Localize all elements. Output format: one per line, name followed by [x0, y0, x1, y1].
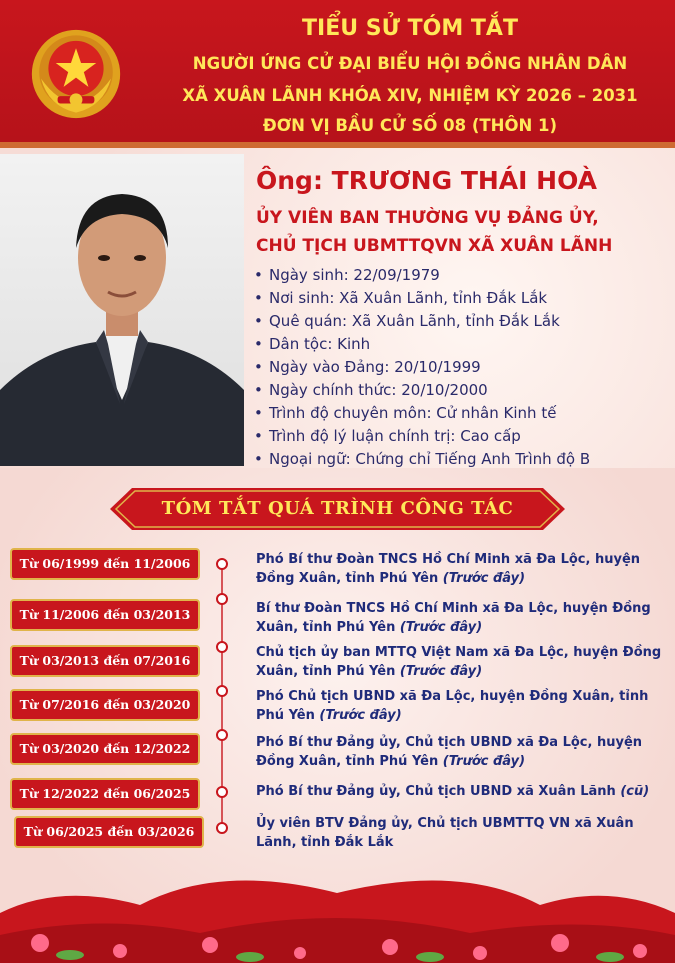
- document-subtitle-2: XÃ XUÂN LÃNH KHÓA XIV, NHIỆM KỲ 2026 – 2031: [182, 86, 638, 105]
- candidate-name: Ông: TRƯƠNG THÁI HOÀ: [256, 166, 598, 195]
- candidate-portrait: [0, 154, 244, 466]
- fact-item: • Dân tộc: Kinh: [254, 333, 590, 356]
- position-text: Phó Bí thư Đảng ủy, Chủ tịch UBND xã Đa Lộc, huyện Đồng Xuân, tỉnh Phú Yên (Trước đây): [256, 735, 643, 769]
- fact-item: • Ngày vào Đảng: 20/10/1999: [254, 356, 590, 379]
- fact-item: • Trình độ chuyên môn: Cử nhân Kinh tế: [254, 402, 590, 425]
- position-text: Phó Bí thư Đoàn TNCS Hồ Chí Minh xã Đa Lộc, huyện Đồng Xuân, tỉnh Phú Yên (Trước đây): [256, 552, 641, 586]
- decorative-flowers: [0, 843, 675, 963]
- period-badge: Từ 12/2022 đến 06/2025: [10, 778, 200, 810]
- period-badge: Từ 06/2025 đến 03/2026: [14, 816, 204, 848]
- national-emblem-icon: [30, 28, 122, 120]
- position-text: Phó Bí thư Đảng ủy, Chủ tịch UBND xã Xuân Lãnh (cũ): [256, 784, 650, 799]
- document-subtitle-3: ĐƠN VỊ BẦU CỬ SỐ 08 (THÔN 1): [262, 116, 558, 135]
- timeline-dot: [216, 685, 228, 697]
- period-badge: Từ 07/2016 đến 03/2020: [10, 689, 200, 721]
- period-badge: Từ 03/2013 đến 07/2016: [10, 645, 200, 677]
- timeline-dot: [216, 786, 228, 798]
- document-title: TIỂU SỬ TÓM TẮT: [302, 16, 518, 41]
- header-banner: [0, 0, 675, 148]
- position-text: Ủy viên BTV Đảng ủy, Chủ tịch UBMTTQ VN xã Xuân Lãnh, tỉnh Đắk Lắk: [256, 816, 634, 850]
- period-badge: Từ 11/2006 đến 03/2013: [10, 599, 200, 631]
- fact-item: • Quê quán: Xã Xuân Lãnh, tỉnh Đắk Lắk: [254, 310, 590, 333]
- period-badge: Từ 06/1999 đến 11/2006: [10, 548, 200, 580]
- fact-item: • Trình độ lý luận chính trị: Cao cấp: [254, 425, 590, 448]
- career-section: [0, 468, 675, 963]
- fact-item: • Nơi sinh: Xã Xuân Lãnh, tỉnh Đắk Lắk: [254, 287, 590, 310]
- candidate-position-1: ỦY VIÊN BAN THƯỜNG VỤ ĐẢNG ỦY,: [256, 208, 599, 228]
- section-title: TÓM TẮT QUÁ TRÌNH CÔNG TÁC: [161, 498, 514, 519]
- timeline-dot: [216, 593, 228, 605]
- fact-item: • Ngày chính thức: 20/10/2000: [254, 379, 590, 402]
- timeline-dot: [216, 822, 228, 834]
- fact-item: • Ngoại ngữ: Chứng chỉ Tiếng Anh Trình độ B: [254, 448, 590, 471]
- position-text: Chủ tịch ủy ban MTTQ Việt Nam xã Đa Lộc, huyện Đồng Xuân, tỉnh Phú Yên (Trước đây): [256, 645, 662, 679]
- candidate-position-2: CHỦ TỊCH UBMTTQVN XÃ XUÂN LÃNH: [256, 236, 613, 256]
- bio-section: [0, 148, 675, 468]
- position-text: Phó Chủ tịch UBND xã Đa Lộc, huyện Đồng Xuân, tỉnh Phú Yên (Trước đây): [256, 689, 649, 723]
- timeline-dot: [216, 729, 228, 741]
- period-badge: Từ 03/2020 đến 12/2022: [10, 733, 200, 765]
- document-subtitle-1: NGƯỜI ỨNG CỬ ĐẠI BIỂU HỘI ĐỒNG NHÂN DÂN: [192, 54, 628, 73]
- timeline-dot: [216, 641, 228, 653]
- fact-item: • Ngày sinh: 22/09/1979: [254, 264, 590, 287]
- career-timeline: [0, 468, 675, 868]
- timeline-dot: [216, 558, 228, 570]
- position-text: Bí thư Đoàn TNCS Hồ Chí Minh xã Đa Lộc, huyện Đồng Xuân, tỉnh Phú Yên (Trước đây): [256, 601, 651, 635]
- candidate-facts: [254, 264, 590, 471]
